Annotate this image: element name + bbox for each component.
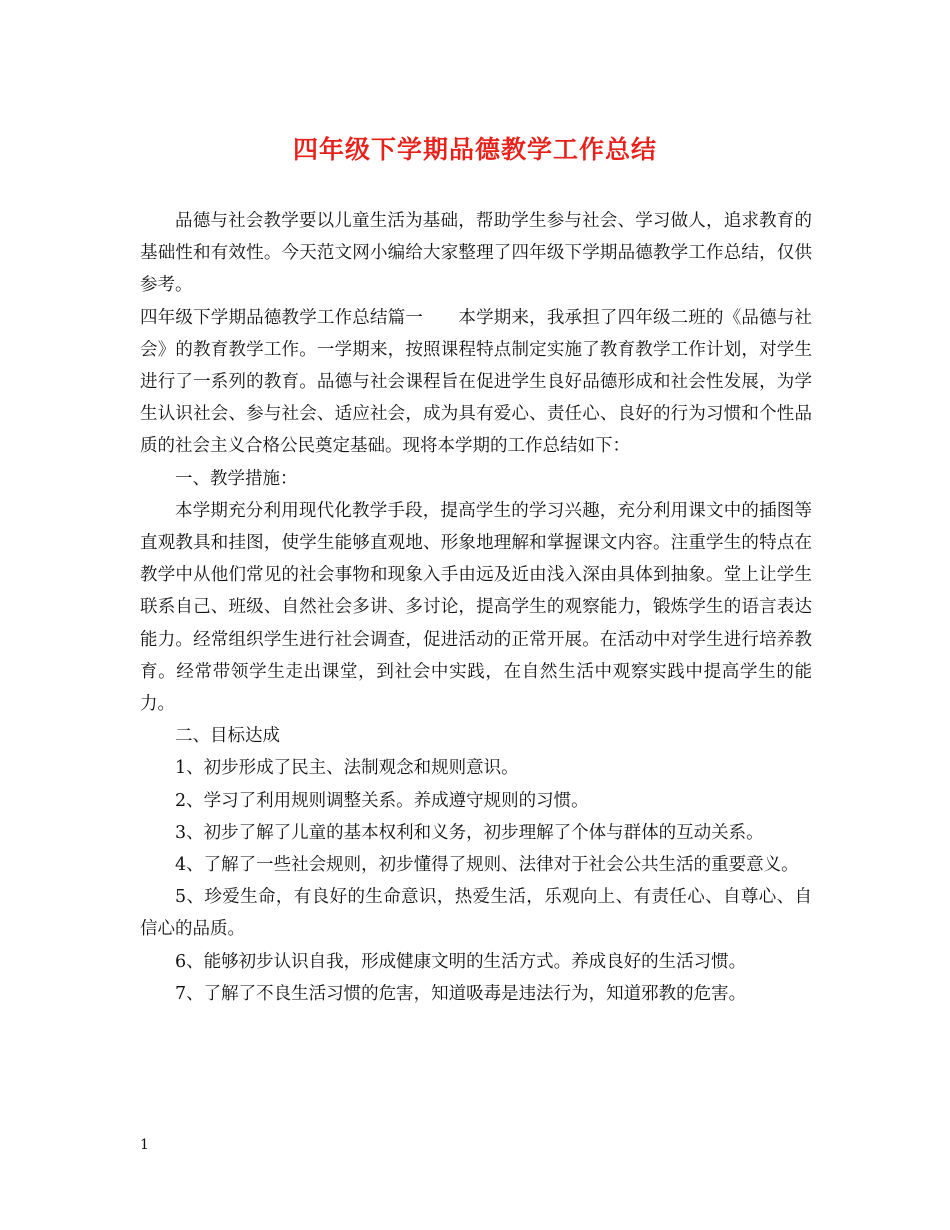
document-body — [140, 205, 812, 1010]
list-item: 3、初步了解了儿童的基本权利和义务，初步理解了个体与群体的互动关系。 — [175, 822, 764, 843]
page-number: 1 — [140, 1137, 149, 1153]
list-item: 6、能够初步认识自我，形成健康文明的生活方式。养成良好的生活习惯。 — [175, 951, 747, 972]
document-title: 四年级下学期品德教学工作总结 — [292, 135, 657, 164]
section-heading: 一、教学措施： — [175, 468, 298, 489]
list-item: 1、初步形成了民主、法制观念和规则意识。 — [175, 758, 519, 779]
list-item: 2、学习了利用规则调整关系。养成遵守规则的习惯。 — [175, 790, 589, 811]
section-heading: 二、目标达成 — [175, 726, 280, 747]
paragraph: 四年级下学期品德教学工作总结篇一 本学期来，我承担了四年级二班的《品德与社会》的教育教学工作。一学期来，按照课程特点制定实施了教育教学工作计划，对学生进行了一系列的教育。品德与社会课程旨在促进学生良好品德形成和社会性发展，为学生认识社会、参与社会、适应社会，成为具有爱心、责任心、良好的行为习惯和个性品质的社会主义合格公民奠定基础。现将本学期的工作总结如下： — [140, 307, 812, 457]
list-item: 4、了解了一些社会规则，初步懂得了规则、法律对于社会公共生活的重要意义。 — [175, 855, 799, 876]
list-item: 7、了解了不良生活习惯的危害，知道吸毒是违法行为，知道邪教的危害。 — [175, 983, 747, 1004]
paragraph: 品德与社会教学要以儿童生活为基础，帮助学生参与社会、学习做人，追求教育的基础性和有效性。今天范文网小编给大家整理了四年级下学期品德教学工作总结，仅供参考。 — [140, 211, 812, 296]
list-item: 5、珍爱生命，有良好的生命意识，热爱生活，乐观向上、有责任心、自尊心、自信心的品质。 — [140, 887, 812, 940]
paragraph: 本学期充分利用现代化教学手段，提高学生的学习兴趣，充分利用课文中的插图等直观教具和挂图，使学生能够直观地、形象地理解和掌握课文内容。注重学生的特点在教学中从他们常见的社会事物和现象入手由远及近由浅入深由具体到抽象。堂上让学生联系自己、班级、自然社会多讲、多讨论，提高学生的观察能力，锻炼学生的语言表达能力。经常组织学生进行社会调查，促进活动的正常开展。在活动中对学生进行培养教育。经常带领学生走出课堂，到社会中实践，在自然生活中观察实践中提高学生的能力。 — [140, 500, 812, 715]
